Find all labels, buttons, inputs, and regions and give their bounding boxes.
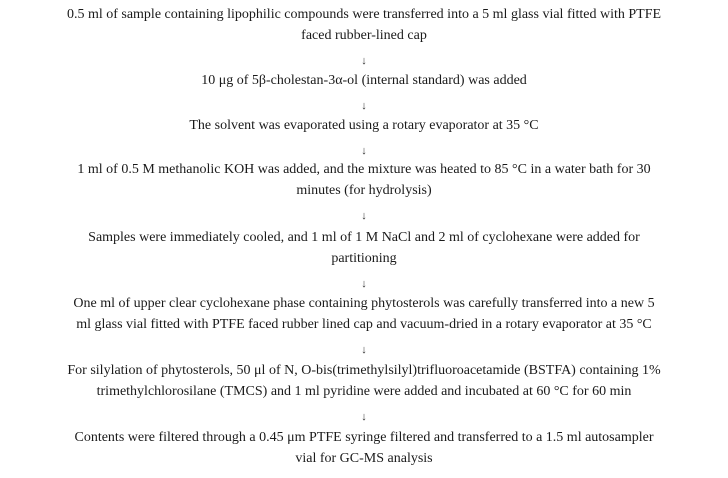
step-1-line-2: faced rubber-lined cap <box>301 28 427 43</box>
down-arrow-icon: ↓ <box>361 278 367 290</box>
step-8-line-1: Contents were filtered through a 0.45 μm PTFE syringe filtered and transferred to a 1.5 ml autosampler <box>74 430 654 445</box>
down-arrow-icon: ↓ <box>361 55 367 67</box>
down-arrow-icon: ↓ <box>361 411 367 423</box>
step-6-line-1: One ml of upper clear cyclohexane phase containing phytosterols was carefully transferred into a new 5 <box>73 296 655 311</box>
step-6 <box>0 293 728 335</box>
down-arrow-icon: ↓ <box>361 210 367 222</box>
step-7 <box>0 360 728 402</box>
step-5 <box>0 227 728 269</box>
step-3-line-1: The solvent was evaporated using a rotary evaporator at 35 °C <box>189 118 539 133</box>
step-8-line-2: vial for GC-MS analysis <box>295 451 433 466</box>
step-3 <box>0 115 728 136</box>
step-4-line-2: minutes (for hydrolysis) <box>296 183 432 198</box>
down-arrow-icon: ↓ <box>361 344 367 356</box>
down-arrow-icon: ↓ <box>361 100 367 112</box>
step-6-line-2: ml glass vial fitted with PTFE faced rubber lined cap and vacuum-dried in a rotary evaporator at 35 °C <box>76 317 652 332</box>
down-arrow-icon: ↓ <box>361 145 367 157</box>
step-8 <box>0 427 728 469</box>
step-7-line-1: For silylation of phytosterols, 50 μl of N, O-bis(trimethylsilyl)trifluoroacetamide (BSTFA) containing 1% <box>67 363 661 378</box>
step-2-line-1: 10 μg of 5β-cholestan-3α-ol (internal standard) was added <box>201 73 527 88</box>
step-5-line-2: partitioning <box>331 251 397 266</box>
step-7-line-2: trimethylchlorosilane (TMCS) and 1 ml pyridine were added and incubated at 60 °C for 60 min <box>96 384 632 399</box>
step-4 <box>0 159 728 201</box>
step-1-line-1: 0.5 ml of sample containing lipophilic compounds were transferred into a 5 ml glass vial fitted with PTFE <box>66 7 662 22</box>
step-2 <box>0 70 728 91</box>
step-4-line-1: 1 ml of 0.5 M methanolic KOH was added, and the mixture was heated to 85 °C in a water bath for 30 <box>77 162 651 177</box>
step-5-line-1: Samples were immediately cooled, and 1 ml of 1 M NaCl and 2 ml of cyclohexane were added for <box>88 230 640 245</box>
step-1 <box>0 4 728 46</box>
